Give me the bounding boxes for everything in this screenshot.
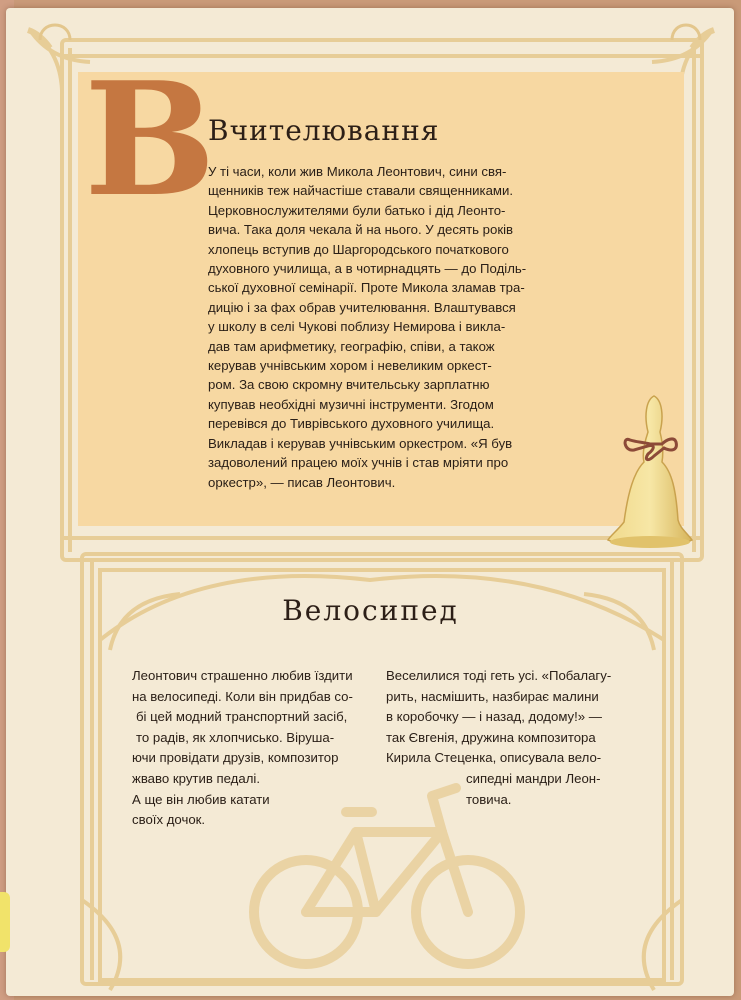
text-line: бі цей модний транспортний засіб,	[136, 709, 348, 725]
text-line: у школу в селі Чукові поблизу Немирова і викла-	[208, 319, 506, 335]
text-line: своїх дочок.	[132, 812, 206, 828]
text-line: товича.	[466, 791, 512, 807]
text-line: задоволений працею моїх учнів і став мріяти про	[208, 455, 509, 471]
text-line: Веселилися тоді геть усі. «Побалагу-	[386, 668, 612, 683]
text-line: дицію і за фах обрав учителювання. Влаштувався	[208, 299, 516, 315]
text-line: так Євгенія, дружина композитора	[386, 729, 596, 745]
text-line: на велосипеді. Коли він придбав со-	[132, 688, 353, 704]
text-line: вича. Така доля чекала й на нього. У десять років	[208, 222, 514, 238]
text-line: рить, насмішить, назбирає малини	[386, 688, 599, 704]
text-line: ючи провідати друзів, композитор	[132, 750, 339, 766]
text-line: то радів, як хлопчисько. Віруша-	[136, 729, 335, 745]
bicycle-paragraph-right	[386, 666, 611, 810]
text-line: керував учнівським хором і невеликим оркест-	[208, 358, 492, 374]
text-line: дав там арифметику, географію, співи, а також	[208, 338, 495, 354]
text-line: перевівся до Тиврівського духовного училища.	[208, 416, 495, 432]
text-line: У ті часи, коли жив Микола Леонтович, сини свя-	[208, 164, 507, 179]
text-line: хлопець вступив до Шаргородського початкового	[208, 241, 509, 257]
text-line: щенників теж найчастіше ставали священниками.	[208, 183, 514, 199]
text-line: сипедні мандри Леон-	[466, 770, 601, 786]
text-line: духовного училища, а в чотирнадцять — до Поділь-	[208, 261, 527, 277]
text-line: жваво крутив педалі.	[132, 770, 260, 786]
text-line: оркестр», — писав Леонтович.	[208, 474, 396, 490]
bicycle-paragraph-left	[132, 666, 353, 831]
text-line: А ще він любив катати	[132, 791, 270, 807]
text-line: ром. За свою скромну вчительську зарплатню	[208, 377, 490, 393]
text-line: Леонтович страшенно любив їздити	[132, 668, 353, 683]
teaching-paragraph	[208, 162, 586, 492]
section-title-bicycle: Велосипед	[282, 594, 459, 627]
text-line: Викладав і керував учнівським оркестром. «Я був	[208, 435, 513, 451]
text-line: Церковнослужителями були батько і дід Леонто-	[208, 202, 506, 218]
text-line: ської духовної семінарії. Проте Микола зламав тра-	[208, 280, 525, 296]
text-line: в коробочку — і назад, додому!» —	[386, 709, 602, 725]
section-title-teaching: Вчителювання	[208, 114, 440, 147]
text-line: Кирила Стеценка, описувала вело-	[386, 750, 602, 766]
drop-cap-letter: В	[84, 48, 210, 231]
text-line: купував необхідні музичні інструменти. Згодом	[208, 396, 494, 412]
bell-icon	[604, 392, 696, 552]
